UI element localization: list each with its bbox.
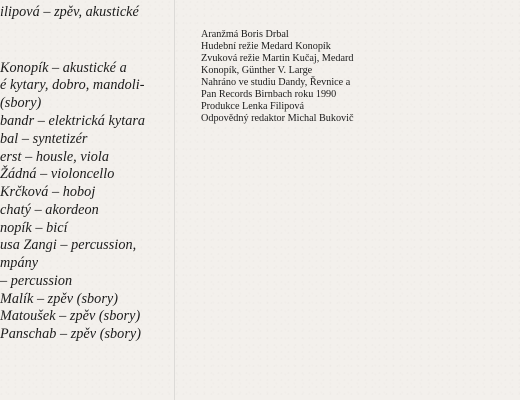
credit-line: Malík – zpěv (sbory)	[0, 291, 119, 307]
musicians-credits-panel	[0, 0, 166, 400]
production-credit-line: Konopík, Günther V. Large	[201, 65, 313, 76]
fold-line	[174, 0, 175, 400]
credit-line: Žádná – violoncello	[0, 166, 115, 182]
production-credit-line: Produkce Lenka Filipová	[201, 101, 304, 112]
credit-line: é kytary, dobro, mandoli-	[0, 77, 145, 93]
credit-line: Konopík – akustické a	[0, 60, 127, 76]
production-credit-line: Zvuková režie Martin Kučaj, Medard	[201, 53, 354, 64]
credit-line: usa Zangi – percussion,	[0, 237, 137, 253]
credit-line: mpány	[0, 255, 39, 271]
production-credit-line: Nahráno ve studiu Dandy, Řevnice a	[201, 77, 351, 88]
credit-line: – percussion	[0, 273, 73, 289]
credit-line: (sbory)	[0, 95, 42, 111]
credit-line: Panschab – zpěv (sbory)	[0, 326, 142, 342]
production-credit-line: Pan Records Birnbach roku 1990	[201, 89, 337, 100]
production-credit-line: Odpovědný redaktor Michal Bukovič	[201, 113, 354, 124]
production-credit-line: Aranžmá Boris Drbal	[201, 29, 289, 40]
credit-line: ilipová – zpěv, akustické	[0, 4, 139, 20]
credit-line: erst – housle, viola	[0, 149, 109, 165]
credit-line: bandr – elektrická kytara	[0, 113, 146, 129]
credit-line: chatý – akordeon	[0, 202, 99, 218]
production-credit-line: Hudební režie Medard Konopík	[201, 41, 331, 52]
credit-line: nopík – bicí	[0, 220, 68, 236]
credit-line: bal – syntetizér	[0, 131, 88, 147]
credit-line: Krčková – hoboj	[0, 184, 96, 200]
credit-line: Matoušek – zpěv (sbory)	[0, 308, 141, 324]
